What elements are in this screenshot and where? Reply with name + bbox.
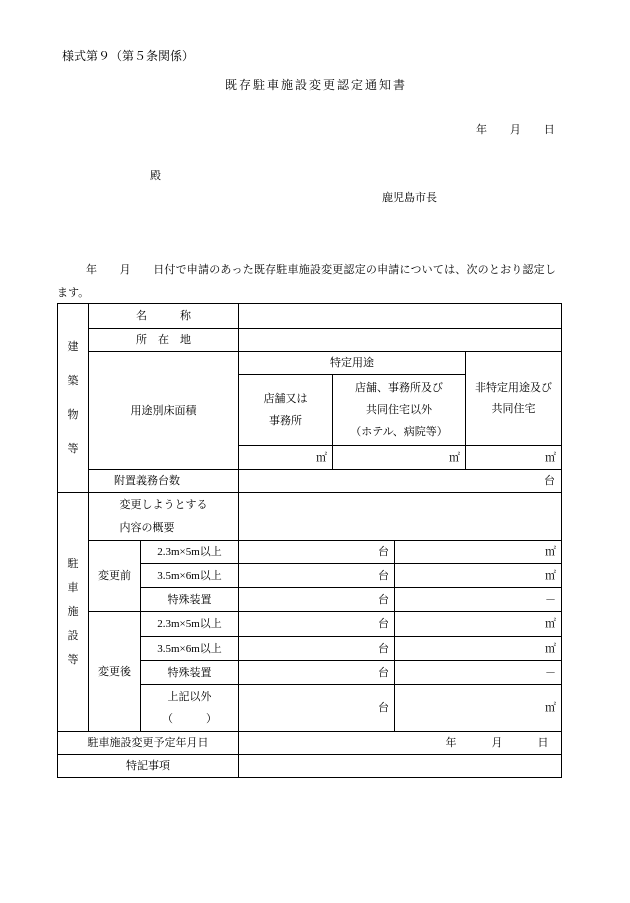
count-unit: 台 [239, 541, 395, 564]
area-unit-non-specific: ㎡ [466, 446, 562, 470]
label-line: 内容の概要 [119, 521, 175, 534]
size-row-label: 3.5m×6m以上 [141, 564, 239, 588]
area-unit: ㎡ [395, 612, 562, 637]
size-row-label: 2.3m×5m以上 [141, 541, 239, 564]
location-label: 所 在 地 [89, 329, 239, 352]
label-lines [162, 686, 217, 730]
count-unit: 台 [239, 685, 395, 732]
size-row-label: 特殊装置 [141, 588, 239, 612]
specific-use-header: 特定用途 [239, 352, 466, 375]
notice-body-line-1: 年 月 日付で申請のあった既存駐車施設変更認定の申請については、次のとおり認定し [86, 264, 557, 276]
header-line: 非特定用途及び [475, 381, 552, 394]
non-specific-use-header [466, 352, 562, 446]
floor-area-label: 用途別床面積 [89, 352, 239, 470]
count-unit: 台 [239, 564, 395, 588]
change-summary-label [89, 493, 239, 541]
label-lines [120, 494, 208, 540]
after-change-label: 変更後 [89, 612, 141, 732]
header-lines [475, 378, 552, 420]
building-section-label: 建築物等 [67, 341, 79, 455]
addressee-honorific: 殿 [150, 170, 161, 182]
area-unit: － [395, 661, 562, 685]
area-unit: ㎡ [395, 685, 562, 732]
parking-section-cell [58, 493, 89, 732]
area-unit: － [395, 588, 562, 612]
size-row-label: 2.3m×5m以上 [141, 612, 239, 637]
notice-body-line-2: ます。 [57, 287, 90, 299]
required-spaces-unit: 台 [239, 470, 562, 493]
notice-table [57, 303, 562, 778]
size-row-label: 3.5m×6m以上 [141, 637, 239, 661]
parking-section-label: 駐車施設等 [67, 558, 79, 666]
header-lines [350, 377, 448, 443]
count-unit: 台 [239, 661, 395, 685]
label-note: （ ） [162, 713, 217, 725]
issue-date: 年 月 日 [476, 124, 556, 136]
header-line: 店舗又は [263, 393, 308, 405]
change-summary-value [239, 493, 562, 541]
building-section-cell [58, 304, 89, 493]
label-line: 上記以外 [167, 691, 212, 703]
header-line: 共同住宅以外 [365, 404, 432, 416]
header-line: 共同住宅 [491, 402, 536, 415]
required-spaces-label: 附置義務台数 [89, 470, 239, 493]
form-number: 様式第９（第５条関係） [62, 49, 195, 63]
area-unit-other-specific: ㎡ [333, 446, 466, 470]
area-unit: ㎡ [395, 541, 562, 564]
remarks-label: 特記事項 [58, 755, 239, 778]
remarks-value [239, 755, 562, 778]
header-line: 事務所 [269, 415, 302, 427]
header-lines [264, 388, 308, 432]
count-unit: 台 [239, 637, 395, 661]
size-row-label: 特殊装置 [141, 661, 239, 685]
issuer-name: 鹿児島市長 [382, 192, 437, 204]
count-unit: 台 [239, 588, 395, 612]
name-value [239, 304, 562, 329]
name-label: 名 称 [89, 304, 239, 329]
document-title: 既存駐車施設変更認定通知書 [224, 78, 407, 92]
before-change-label: 変更前 [89, 541, 141, 612]
area-unit: ㎡ [395, 637, 562, 661]
area-unit: ㎡ [395, 564, 562, 588]
label-line: 変更しようとする [119, 498, 208, 511]
area-unit-shop-office: ㎡ [239, 446, 333, 470]
scheduled-date-value: 年 月 日 [239, 732, 562, 755]
location-value [239, 329, 562, 352]
scheduled-date-label: 駐車施設変更予定年月日 [58, 732, 239, 755]
count-unit: 台 [239, 612, 395, 637]
header-line: 店舗、事務所及び [354, 382, 443, 394]
size-row-label [141, 685, 239, 732]
other-specific-use-header [333, 375, 466, 446]
shop-office-header [239, 375, 333, 446]
header-line: （ホテル、病院等） [350, 426, 448, 438]
